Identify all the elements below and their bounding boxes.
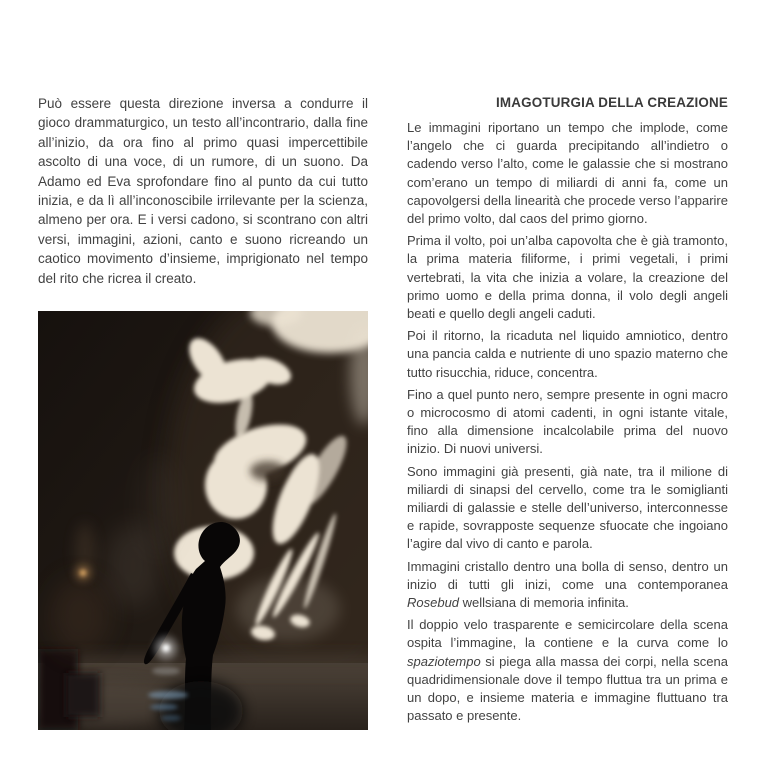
paragraph-6-text-end: wellsiana di memoria infinita.	[459, 595, 629, 611]
paragraph-creation-4: Fino a quel punto nero, sempre presente in ogni macro o microcosmo di atomi cadenti, in ogni istante vitale, fino alla dimensione incalcolabile prima del nuovo inizio. Di nuovi universi.	[407, 386, 728, 457]
left-column-paragraph: Può essere questa direzione inversa a condurre il gioco drammaturgico, un testo all’incontrario, dalla fine all’inizio, da ora fino al primo quasi impercettibile ascolto di una voce, di un rumore, di un suono. Da Adamo ed Eva sprofondare fino al punto da cui tutto inizia, e da lì all’inconoscibile irrilevante per la scienza, almeno per ora. E i versi cadono, si scontrano con altri versi, immagini, azioni, canto e suono ricreando un caotico movimento d’insieme, imprigionato nel tempo del rito che ricrea il creato.	[38, 96, 368, 286]
right-column	[407, 94, 728, 730]
paragraph-creation-3: Poi il ritorno, la ricaduta nel liquido amniotico, dentro una pancia calda e nutriente di uno spazio materno che tutto risucchia, riduce, concentra.	[407, 328, 728, 380]
paragraph-6-italic-word: Rosebud	[407, 595, 460, 611]
paragraph-7-text-end: si piega alla massa dei corpi, nella scena quadridimensionale dove il tempo fluttua tra un prima e un dopo, e insieme materia e immagine fluttuano tra passato e presente.	[407, 653, 728, 724]
stage-photo-svg	[38, 311, 368, 730]
paragraph-creation-6	[407, 558, 728, 613]
paragraph-6-text: Immagini cristallo dentro una bolla di senso, dentro un inizio di tutti gli inizi, come una contemporanea	[407, 558, 728, 592]
paragraph-7-italic-word: spaziotempo	[407, 653, 481, 669]
paragraph-creation-2: Prima il volto, poi un’alba capovolta che è già tramonto, la prima materia filiforme, i primi vegetali, i primi vertebrati, la vita che inizia a volare, la creazione del primo uomo e della prima donna, il volo degli angeli beati e quello degli angeli caduti.	[407, 233, 728, 322]
paragraph-7-text: Il doppio velo trasparente e semicircolare della scena ospita l’immagine, la contiene e la curva come lo	[407, 617, 728, 651]
paragraph-creation-1: Le immagini riportano un tempo che implode, come l’angelo che ci guarda precipitando all’indietro o cadendo verso l’alto, come le galassie che si mostrano com’erano un tempo di miliardi di anni fa, come un capovolgersi della linearità che procede verso l’apparire del primo volto, dal caos del primo giorno.	[407, 120, 728, 227]
paragraph-creation-7	[407, 616, 728, 725]
paragraph-creation-5: Sono immagini già presenti, già nate, tra il milione di miliardi di sinapsi del cervello, come tra le somiglianti miliardi di galassie e stelle dell’universo, interconnesse e rapide, sovrapposte sequenze sfuocate che ingoiano l’agire dal vivo di canto e parola.	[407, 463, 728, 552]
stage-photo	[38, 311, 368, 730]
section-title: IMAGOTURGIA DELLA CREAZIONE	[495, 95, 728, 110]
